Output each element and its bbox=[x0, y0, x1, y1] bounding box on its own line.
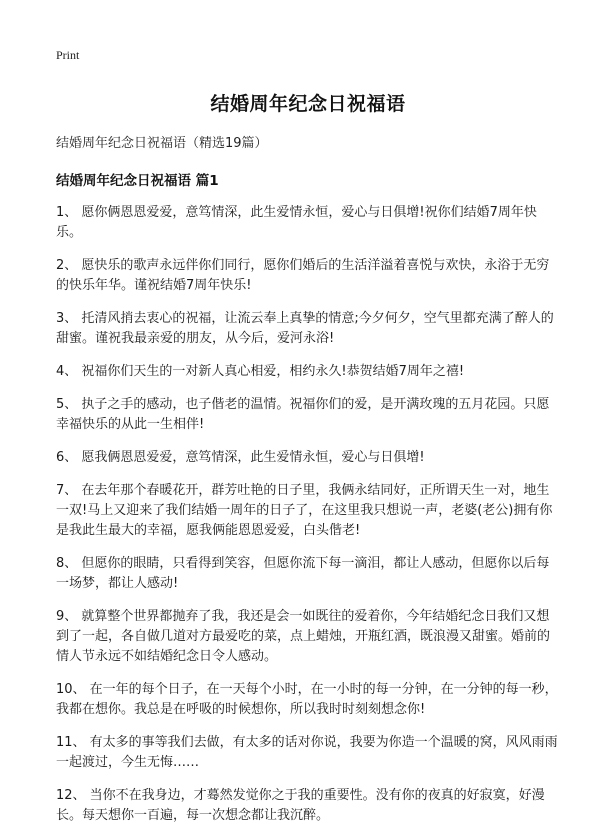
print-link[interactable]: Print bbox=[56, 48, 80, 62]
paragraph-12: 12、 当你不在我身边，才蓦然发觉你之于我的重要性。没有你的夜真的好寂寞，好漫长。每天想你一百遍，每一次想念都让我沉醉。 bbox=[56, 788, 545, 823]
section-heading: 结婚周年纪念日祝福语 篇1 bbox=[56, 173, 219, 189]
paragraph-8: 8、 但愿你的眼睛，只看得到笑容，但愿你流下每一滴泪，都让人感动，但愿你以后每一场梦，都让人感动! bbox=[56, 556, 550, 591]
paragraph-9: 9、 就算整个世界都抛弃了我，我还是会一如既往的爱着你，今年结婚纪念日我们又想到了一起，各自做几道对方最爱吃的菜，点上蜡烛，开瓶红酒，既浪漫又甜蜜。婚前的情人节永远不如结婚纪念日令人感动。 bbox=[56, 609, 551, 664]
paragraph-2: 2、 愿快乐的歌声永远伴你们同行，愿你们婚后的生活洋溢着喜悦与欢快，永浴于无穷的快乐年华。谨祝结婚7周年快乐! bbox=[56, 258, 550, 293]
paragraph-4: 4、 祝福你们天生的一对新人真心相爱，相约永久!恭贺结婚7周年之禧! bbox=[56, 364, 465, 379]
paragraph-7: 7、 在去年那个春暖花开，群芳吐艳的日子里，我俩永结同好，正所谓天生一对，地生一双!马上又迎来了我们结婚一周年的日子了，在这里我只想说一声，老婆(老公)拥有你是我此生最大的幸福，愿我俩能恩恩爱爱，白头偕老! bbox=[56, 483, 553, 538]
paragraph-5: 5、 执子之手的感动，也子偕老的温情。祝福你们的爱，是开满玫瑰的五月花园。只愿幸福快乐的从此一生相伴! bbox=[56, 397, 550, 432]
page-title: 结婚周年纪念日祝福语 bbox=[210, 93, 406, 115]
page-subtitle: 结婚周年纪念日祝福语（精选19篇） bbox=[56, 136, 268, 151]
paragraph-6: 6、 愿我俩恩恩爱爱，意笃情深，此生爱情永恒，爱心与日俱增! bbox=[56, 450, 425, 465]
paragraph-3: 3、 托清风捎去衷心的祝福，让流云奉上真挚的情意;今夕何夕，空气里都充满了醉人的甜蜜。谨祝我最亲爱的朋友，从今后，爱河永浴! bbox=[56, 311, 554, 346]
paragraph-1: 1、 愿你俩恩恩爱爱，意笃情深，此生爱情永恒，爱心与日俱增!祝你们结婚7周年快乐。 bbox=[56, 205, 537, 240]
paragraph-10: 10、 在一年的每个日子，在一天每个小时，在一小时的每一分钟，在一分钟的每一秒，我都在想你。我总是在呼吸的时候想你，所以我时时刻刻想念你! bbox=[56, 682, 558, 717]
paragraph-11: 11、 有太多的事等我们去做，有太多的话对你说，我要为你造一个温暖的窝，风风雨雨一起渡过，今生无悔…… bbox=[56, 735, 558, 770]
